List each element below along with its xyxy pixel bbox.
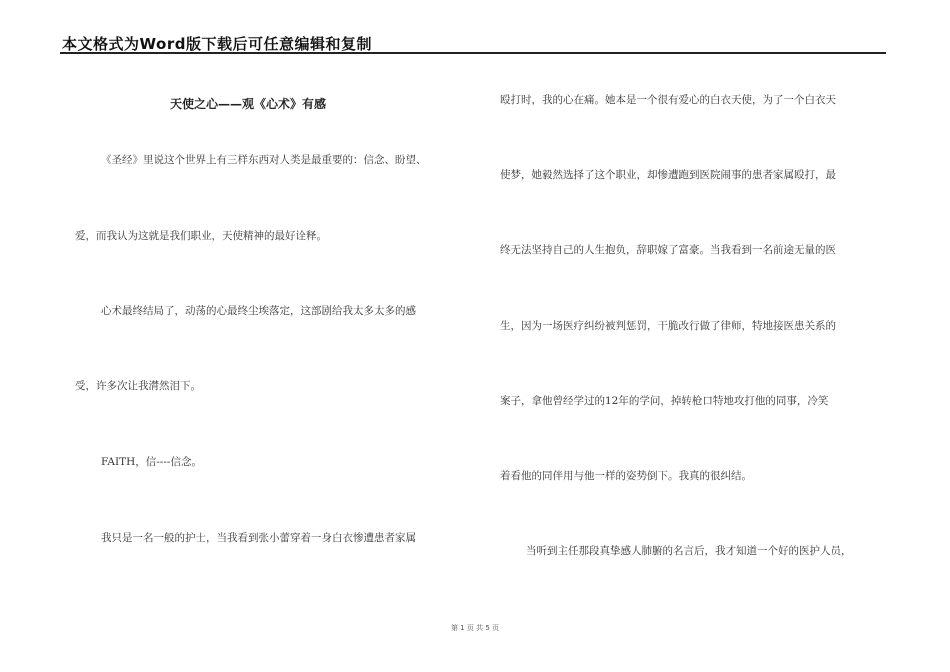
paragraph-line: 心术最终结局了，动荡的心最终尘埃落定，这部剧给我太多太多的感 xyxy=(101,305,416,317)
paragraph-line: 终无法坚持自己的人生抱负，辞职嫁了富豪。当我看到一名前途无量的医 xyxy=(500,244,836,256)
paragraph-line: 爱，而我认为这就是我们职业，天使精神的最好诠释。 xyxy=(75,230,327,242)
page-number: 第 1 页 共 5 页 xyxy=(450,624,500,632)
paragraph-line: 殴打时，我的心在痛。她本是一个很有爱心的白衣天使，为了一个白衣天 xyxy=(500,94,836,106)
download-banner: 本文格式为Word版下载后可任意编辑和复制 xyxy=(62,35,372,53)
paragraph-line: 着看他的同伴用与他一样的姿势倒下。我真的很纠结。 xyxy=(500,470,752,482)
paragraph-line: 案子，拿他曾经学过的12年的学问，掉转枪口特地攻打他的同事，冷笑 xyxy=(500,395,829,407)
paragraph-line: 受，许多次让我潸然泪下。 xyxy=(75,380,201,392)
banner-divider xyxy=(60,52,886,54)
paragraph-line: 使梦，她毅然选择了这个职业，却惨遭跑到医院闹事的患者家属殴打，最 xyxy=(500,169,836,181)
paragraph-line: FAITH，信----信念。 xyxy=(101,456,202,468)
paragraph-line: 当听到主任那段真挚感人肺腑的名言后，我才知道一个好的医护人员， xyxy=(526,545,852,557)
paragraph-line: 生，因为一场医疗纠纷被判惩罚，干脆改行做了律师，特地接医患关系的 xyxy=(500,320,836,332)
document-title: 天使之心——观《心术》有感 xyxy=(170,97,327,111)
paragraph-line: 我只是一名一般的护士，当我看到张小蕾穿着一身白衣惨遭患者家属 xyxy=(101,532,416,544)
paragraph-line: 《圣经》里说这个世界上有三样东西对人类是最重要的：信念、盼望、 xyxy=(101,154,427,166)
